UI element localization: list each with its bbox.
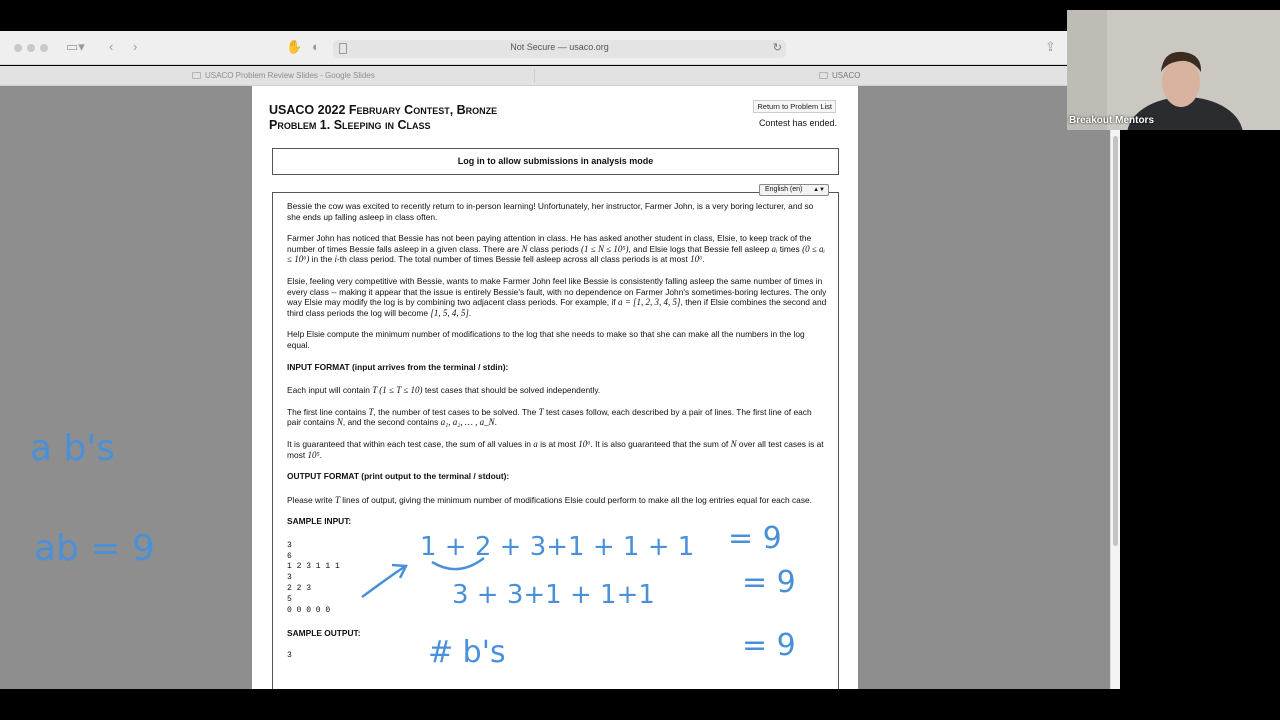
browser-toolbar	[0, 31, 1067, 65]
paragraph-log: Farmer John has noticed that Bessie has not been paying attention in class. He has asked another student in class, Elsie, to keep track of the number of times Bessie falls asleep in a given class. There are N class periods (1 ≤ N ≤ 10⁵), and Elsie logs that Bessie fell asleep aᵢ times (0 ≤ aᵢ ≤ 10⁶) in the i-th class period. The total number of times Bessie fell asleep across all class periods is at most 10⁶.	[287, 233, 825, 265]
reload-icon[interactable]: ↻	[772, 42, 782, 54]
presenter-video	[1067, 10, 1280, 130]
minimize-window-button[interactable]	[27, 44, 35, 52]
sidebar-icon[interactable]: ▭▾	[66, 39, 85, 54]
tab-bar	[0, 66, 1067, 86]
input-format-heading: INPUT FORMAT (input arrives from the terminal / stdin):	[287, 361, 509, 372]
forward-icon[interactable]: ›	[133, 39, 138, 54]
paragraph-test-cases: Each input will contain T (1 ≤ T ≤ 10) test cases that should be solved independently.	[287, 385, 601, 396]
webcam-label: Breakout Mentors	[1069, 115, 1155, 126]
problem-statement	[287, 201, 827, 662]
problem-page	[252, 86, 858, 689]
paragraph-output: Please write T lines of output, giving the minimum number of modifications Elsie could perform to make all the log entries equal for each case.	[287, 494, 812, 505]
url-text: Not Secure — usaco.org	[510, 42, 609, 52]
privacy-shield-icon[interactable]: ◐	[312, 39, 320, 54]
paragraph-input-lines: The first line contains T, the number of test cases to be solved. The T test cases follow, each described by a pair of lines. The first line of each pair contains N, and the second contains a₁, a₂, … , a_N.	[287, 406, 812, 428]
paragraph-task: Help Elsie compute the minimum number of modifications to the log that she needs to make so that she can make all the numbers in the log equal.	[287, 329, 805, 350]
tab-google-slides[interactable]	[192, 66, 375, 86]
paragraph-guarantee: It is guaranteed that within each test case, the sum of all values in a is at most 10⁶. It is also guaranteed that the sum of N over all test cases is at most 10⁵.	[287, 438, 824, 460]
language-select[interactable]: English (en) ▲▼	[759, 184, 829, 196]
share-icon[interactable]: ⇪	[1045, 39, 1056, 54]
contest-title-line1: USACO 2022 February Contest, Bronze	[269, 103, 498, 117]
ink-row1-terms: 1 + 2 + 3+1 + 1 + 1	[420, 532, 695, 562]
scrollbar-thumb[interactable]	[1113, 136, 1118, 546]
sample-input-heading: SAMPLE INPUT:	[287, 516, 352, 527]
contest-status: Contest has ended.	[758, 118, 837, 128]
tab-label: USACO	[832, 71, 861, 80]
ink-left-line2: ab = 9	[34, 528, 155, 569]
contest-title-line2: Problem 1. Sleeping in Class	[269, 118, 431, 132]
ink-row3-equals: = 9	[742, 628, 796, 663]
output-format-heading: OUTPUT FORMAT (print output to the terminal / stdout):	[287, 471, 510, 482]
vertical-scrollbar[interactable]	[1110, 86, 1120, 689]
ink-row2-terms: 3 + 3+1 + 1+1	[452, 580, 655, 610]
close-window-button[interactable]	[14, 44, 22, 52]
tab-usaco[interactable]	[819, 66, 860, 86]
tab-label: USACO Problem Review Slides - Google Slides	[205, 71, 375, 80]
address-bar[interactable]	[333, 40, 786, 58]
sample-output-heading: SAMPLE OUTPUT:	[287, 628, 361, 639]
problem-statement-box	[272, 192, 839, 689]
sample-output: 3	[287, 651, 292, 661]
usaco-favicon-icon	[819, 72, 828, 79]
zoom-window-button[interactable]	[40, 44, 48, 52]
ink-row3-terms: # b's	[428, 635, 506, 670]
back-icon[interactable]: ‹	[109, 39, 114, 54]
ink-left-line1: a b's	[30, 428, 116, 469]
return-to-problem-list-link[interactable]: Return to Problem List	[753, 100, 836, 113]
login-notice[interactable]: Log in to allow submissions in analysis mode	[272, 148, 839, 175]
slides-favicon-icon	[192, 72, 201, 79]
select-arrows-icon: ▲▼	[813, 187, 825, 193]
web-content	[0, 86, 1120, 689]
sample-input: 3 6 1 2 3 1 1 1 3 2 2 3 5 0 0 0 0 0	[287, 540, 340, 615]
ink-row1-equals: = 9	[728, 521, 782, 556]
webcam-feed	[1067, 10, 1280, 130]
paragraph-combine: Elsie, feeling very competitive with Bessie, wants to make Farmer John feel like Bessie is consistently falling asleep the same number of times in every class -- making it appear that the issue is entirely Bessie's fault, with no dependence on Farmer John's sometimes-boring lectures. The only way Elsie may modify the log is by combining two adjacent class periods. For example, if a = [1, 2, 3, 4, 5], then if Elsie combines the second and third class periods the log will become [1, 5, 4, 5].	[287, 275, 827, 318]
contest-title	[269, 103, 497, 133]
ink-row2-equals: = 9	[742, 565, 796, 600]
tab-divider	[534, 69, 535, 83]
intro-paragraph: Bessie the cow was excited to recently return to in-person learning! Unfortunately, her instructor, Farmer John, is a very boring lecturer, and so she ends up falling asleep in class often.	[287, 201, 814, 222]
accessibility-icon[interactable]: ✋	[286, 39, 303, 54]
